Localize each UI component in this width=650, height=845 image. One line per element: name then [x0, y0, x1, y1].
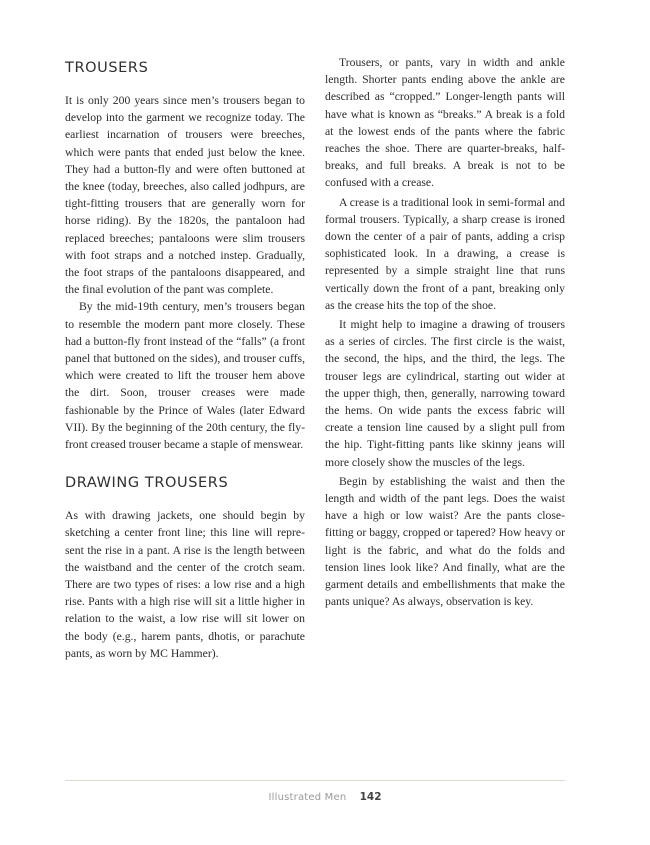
section-heading-drawing-trousers: DRAWING TROUSERS: [65, 475, 229, 492]
body-paragraph: It might help to imagine a drawing of trousers as a series of circles. The first circle is the waist, the second, the hips, and the third, the legs. The trouser legs are cylindrical, starting out wider at the upper thigh, then, generally, narrowing toward the hems. On wide pants the excess fabric will create a tension line caused by a slight pull from the hip. Tight-fitting pants like skinny jeans will more closely show the muscles of the legs.: [325, 318, 565, 469]
body-paragraph: Begin by establishing the waist and then the length and width of the pant legs. Does the waist have a high or low waist? Are the pants close-fitting or baggy, cropped or tapered? How heavy or light is the fabric, and what do the folds and tension lines look like? And finally, what are the garment details and embellishments that make the pants unique? As always, observation is key.: [325, 474, 565, 609]
body-paragraph: By the mid-19th century, men’s trousers began to resemble the modern pant more closely. These had a button-fly front instead of the “falls” (a front panel that buttoned on the sides), and trouser cuffs, which were created to lift the trouser hem above the dirt. Soon, trouser creases were made fashionable by the Prince of Wales (later Edward VII). By the beginning of the 20th century, the fly-front creased trouser became a staple of menswear.: [65, 300, 305, 452]
body-paragraph: Trousers, or pants, vary in width and ankle length. Shorter pants ending above the ankle are described as “cropped.” Longer-length pants will have what is known as “breaks.” A break is a fold at the lowest ends of the pants where the fabric reaches the shoe. There are quarter-breaks, half-breaks, and full breaks. A break is not to be confused with a crease.: [325, 56, 565, 190]
page-footer: [0, 791, 650, 803]
footer-divider: [65, 780, 565, 781]
page-number: 142: [359, 791, 382, 803]
body-paragraph: As with drawing jackets, one should begin by sketching a center front line; this line will represent the rise in a pant. A rise is the length between the waistband and the center of the crotch seam. There are two types of rises: a low rise and a high rise. Pants with a high rise will sit a little higher in relation to the waist, a low rise will sit lower on the body (e.g., harem pants, dhotis, or parachute pants, as worn by MC Hammer).: [65, 509, 305, 660]
section-heading-trousers: TROUSERS: [65, 60, 149, 76]
left-column: [65, 52, 305, 662]
body-paragraph: A crease is a traditional look in semi-formal and formal trousers. Typically, a sharp crease is ironed down the center of a pair of pants, adding a crisp sophisticated look. In a drawing, a crease is represented by a simple straight line that runs vertically down the front of a pant, breaking only as the crease hits the top of the shoe.: [325, 195, 565, 312]
body-paragraph: It is only 200 years since men’s trousers began to develop into the garment we recognize today. The earliest incarnation of trousers were breeches, which were pants that ended just below the knee. They had a button-fly and were often buttoned at the knee (today, breeches, also called jodhpurs, are tight-fitting trousers that are generally worn for horse riding). By the 1820s, the pantaloon had replaced breeches; pantaloons were slim trousers with foot straps and a notched instep. Gradually, the foot straps of the pantaloons disappeared, and the final evolution of the pant was complete.: [65, 94, 305, 297]
right-column: [325, 52, 565, 611]
running-footer-title: Illustrated Men: [268, 792, 347, 803]
